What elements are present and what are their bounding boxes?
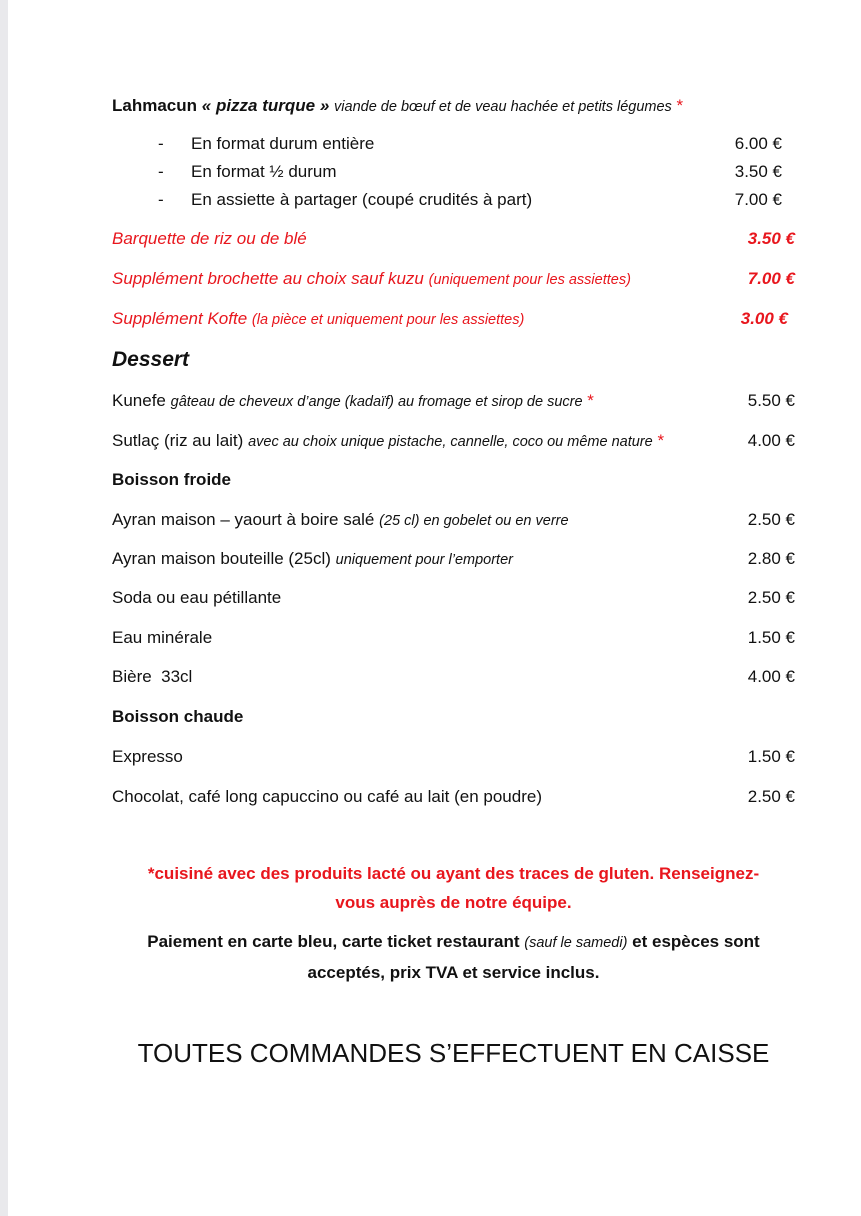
section-title-hot-drinks: Boisson chaude bbox=[112, 707, 244, 726]
option-price: 3.50 € bbox=[734, 162, 782, 181]
section-title-dessert: Dessert bbox=[112, 348, 190, 371]
extra-label: Supplément brochette au choix sauf kuzu bbox=[112, 269, 424, 288]
extra-item bbox=[112, 268, 795, 291]
extra-label: Supplément Kofte bbox=[112, 309, 248, 328]
allergen-note: *cuisiné avec des produits lacté ou ayant des traces de gluten. Renseignez- vous auprès de notre équipe. bbox=[147, 864, 760, 912]
item-price: 5.50 € bbox=[747, 391, 795, 410]
menu-item bbox=[112, 430, 795, 453]
item-name: Bière 33cl bbox=[112, 667, 193, 686]
item-description: uniquement pour l’emporter bbox=[335, 552, 513, 568]
item-price: 1.50 € bbox=[747, 747, 795, 766]
menu-item bbox=[112, 746, 795, 768]
allergen-asterisk: * bbox=[676, 96, 684, 115]
item-price: 1.50 € bbox=[747, 628, 795, 647]
menu-item bbox=[112, 548, 795, 571]
option-label: En assiette à partager (coupé crudités à part) bbox=[191, 190, 533, 209]
option-label: En format ½ durum bbox=[191, 162, 337, 181]
section-title-cold-drinks: Boisson froide bbox=[112, 470, 232, 489]
item-price: 2.80 € bbox=[747, 549, 795, 568]
lahmacun-subtitle: « pizza turque » bbox=[201, 96, 330, 115]
footer-notice: TOUTES COMMANDES S’EFFECTUENT EN CAISSE bbox=[137, 1038, 770, 1068]
menu-item bbox=[112, 627, 795, 649]
menu-item bbox=[112, 666, 795, 688]
item-description: avec au choix unique pistache, cannelle, coco ou même nature bbox=[248, 434, 653, 450]
extra-price: 3.50 € bbox=[747, 229, 795, 248]
allergen-asterisk: * bbox=[657, 431, 665, 450]
item-name: Sutlaç (riz au lait) bbox=[112, 431, 244, 450]
item-name: Expresso bbox=[112, 747, 183, 766]
extra-price: 3.00 € bbox=[740, 309, 788, 328]
allergen-asterisk: * bbox=[587, 391, 594, 410]
option-price: 7.00 € bbox=[734, 190, 782, 209]
item-price: 2.50 € bbox=[747, 510, 795, 529]
option-price: 6.00 € bbox=[734, 134, 782, 153]
option-label: En format durum entière bbox=[191, 134, 375, 153]
extra-label: Barquette de riz ou de blé bbox=[112, 229, 307, 248]
item-price: 4.00 € bbox=[747, 431, 795, 450]
item-name: Ayran maison – yaourt à boire salé bbox=[112, 510, 375, 529]
extra-item bbox=[112, 308, 795, 331]
item-name: Ayran maison bouteille (25cl) bbox=[112, 549, 331, 568]
menu-item bbox=[112, 587, 795, 609]
menu-item bbox=[112, 390, 795, 413]
item-price: 4.00 € bbox=[747, 667, 795, 686]
item-name: Kunefe bbox=[112, 391, 166, 410]
menu-item bbox=[112, 509, 795, 532]
extra-note: (la pièce et uniquement pour les assiettes) bbox=[251, 312, 525, 328]
lahmacun-name: Lahmacun bbox=[112, 96, 198, 115]
item-description: gâteau de cheveux d’ange (kadaïf) au fromage et sirop de sucre bbox=[170, 394, 583, 410]
item-description: (25 cl) en gobelet ou en verre bbox=[379, 513, 569, 529]
item-name: Soda ou eau pétillante bbox=[112, 588, 282, 607]
menu-item bbox=[112, 786, 795, 808]
extra-price: 7.00 € bbox=[747, 269, 795, 288]
extra-item bbox=[112, 228, 795, 250]
lahmacun-description: viande de bœuf et de veau hachée et petits légumes bbox=[334, 99, 672, 115]
payment-note: Paiement en carte bleu, carte ticket restaurant (sauf le samedi) et espèces sont acceptés, prix TVA et service inclus. bbox=[147, 932, 760, 982]
item-name: Chocolat, café long capuccino ou café au lait (en poudre) bbox=[112, 787, 542, 806]
lahmacun-heading bbox=[112, 95, 795, 118]
item-name: Eau minérale bbox=[112, 628, 213, 647]
menu-page: Lahmacun « pizza turque » viande de bœuf et de veau hachée et petits légumes * - En format durum entière 6.00 € - En format ½ durum 3.50 € - En assiette à partager (coupé crudités à part) 7.00 € Barquette de riz ou de blé 3.50 € Supplément brochette au choix sauf kuzu (uniquement pour les assiettes) 7.00 € Supplément Kofte (la pièce et uniquement pour les assiettes) 3.00 € Dessert Kunefe gâteau de cheveux d’ange (kadaïf) au fromage et sirop de sucre * 5.50 € Sutlaç (riz au lait) avec au choix unique pistache, cannelle, coco ou même nature * 4.00 € Boisson froide Ayran maison – yaourt à boire salé (25 cl) en gobelet ou en verre 2.50 € Ayran maison bouteille (25cl) uniquement pour l’emporter 2.80 € Soda ou eau pétillante 2.50 € Eau minérale 1.50 € Bière 33cl 4.00 € Boisson chaude Expresso 1.50 € Chocolat, café long capuccino ou café au lait (en poudre) 2.50 € *cuisiné avec des produits lacté ou ayant des traces de gluten. Renseignez- vous auprès de notre équipe. Paiement en carte bleu, carte ticket restaurant (sauf le samedi) et espèces sont acceptés, prix TVA et service inclus. TOUTES COMMANDES S’EFFECTUENT EN CAISSE bbox=[8, 0, 861, 1216]
extra-note: (uniquement pour les assiettes) bbox=[428, 272, 631, 288]
item-price: 2.50 € bbox=[747, 588, 795, 607]
item-price: 2.50 € bbox=[747, 787, 795, 806]
